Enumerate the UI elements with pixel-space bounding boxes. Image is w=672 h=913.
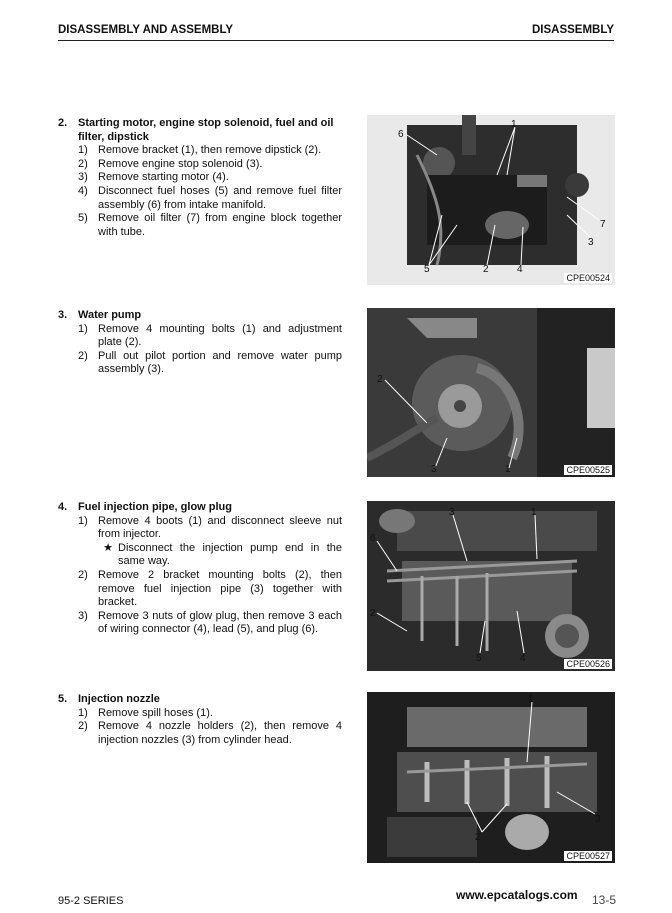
callout-3: 3 [431, 464, 437, 475]
callout-5: 5 [476, 653, 482, 664]
callout-3: 3 [449, 507, 455, 518]
step: 2) Pull out pilot portion and remove water pump assembly (3). [78, 349, 342, 376]
photo-injection-pipe [367, 501, 615, 671]
note: ★ Disconnect the injection pump end in the same way. [98, 542, 342, 569]
step: 2) Remove 2 bracket mounting bolts (2), then remove fuel injection pipe (3) together with bracket. [78, 568, 342, 609]
page-header [58, 24, 614, 41]
section-2 [58, 117, 342, 239]
callout-1: 1 [511, 119, 517, 130]
callout-7: 7 [600, 219, 606, 230]
section-5 [58, 693, 342, 747]
step: 1) Remove spill hoses (1). [78, 706, 213, 719]
page-number: 13-5 [592, 893, 617, 907]
step: 1) Remove 4 mounting bolts (1) and adjustment plate (2). [78, 322, 342, 349]
step: 1) Remove bracket (1), then remove dipstick (2). [78, 144, 322, 157]
step: 2) Remove engine stop solenoid (3). [78, 157, 263, 170]
photo-injection-nozzle [367, 692, 615, 863]
step: 4) Disconnect fuel hoses (5) and remove fuel filter assembly (6) from intake manifold. [78, 184, 342, 211]
callout-2: 2 [483, 264, 489, 275]
photo-caption: CPE00525 [566, 465, 610, 475]
callout-3: 3 [588, 237, 594, 248]
callout-4: 4 [517, 264, 523, 275]
callout-3: 3 [595, 814, 601, 825]
section-title: 5. Injection nozzle [58, 693, 160, 705]
step: 3) Remove starting motor (4). [78, 171, 229, 184]
step: 5) Remove oil filter (7) from engine block together with tube. [78, 212, 342, 238]
callout-2: 2 [370, 608, 376, 619]
section-3 [58, 309, 342, 377]
section-title: 3. Water pump [58, 309, 142, 321]
footer-series: 95-2 SERIES [58, 895, 124, 907]
section-title: 4. Fuel injection pipe, glow plug [58, 501, 232, 513]
step: 2) Remove 4 nozzle holders (2), then remove 4 injection nozzles (3) from cylinder head. [78, 720, 342, 746]
photo-water-pump [367, 308, 615, 477]
star-icon: ★ [103, 541, 113, 554]
callout-2: 2 [475, 832, 481, 843]
photo-caption: CPE00527 [566, 851, 610, 861]
step: 1) Remove 4 boots (1) and disconnect sleeve nut from injector. [78, 514, 342, 541]
callout-1: 1 [528, 694, 534, 705]
callout-6: 6 [398, 129, 404, 140]
watermark-link[interactable]: www.epcatalogs.com [456, 888, 578, 902]
section-title: 2. Starting motor, engine stop solenoid, fuel and oil filter, dipstick [58, 117, 334, 143]
header-left: DISASSEMBLY AND ASSEMBLY [58, 24, 234, 36]
photo-caption: CPE00524 [566, 273, 610, 283]
step: 3) Remove 3 nuts of glow plug, then remove 3 each of wiring connector (4), lead (5), and plug (6). [78, 609, 342, 636]
callout-2: 2 [377, 374, 383, 385]
photo-caption: CPE00526 [566, 659, 610, 669]
section-4 [58, 501, 342, 637]
header-right: DISASSEMBLY [531, 24, 614, 36]
callout-6: 6 [370, 533, 376, 544]
callout-1: 1 [505, 464, 511, 475]
photo-engine-side [367, 115, 615, 285]
callout-5: 5 [424, 264, 430, 275]
callout-1: 1 [531, 507, 537, 518]
callout-4: 4 [520, 653, 526, 664]
